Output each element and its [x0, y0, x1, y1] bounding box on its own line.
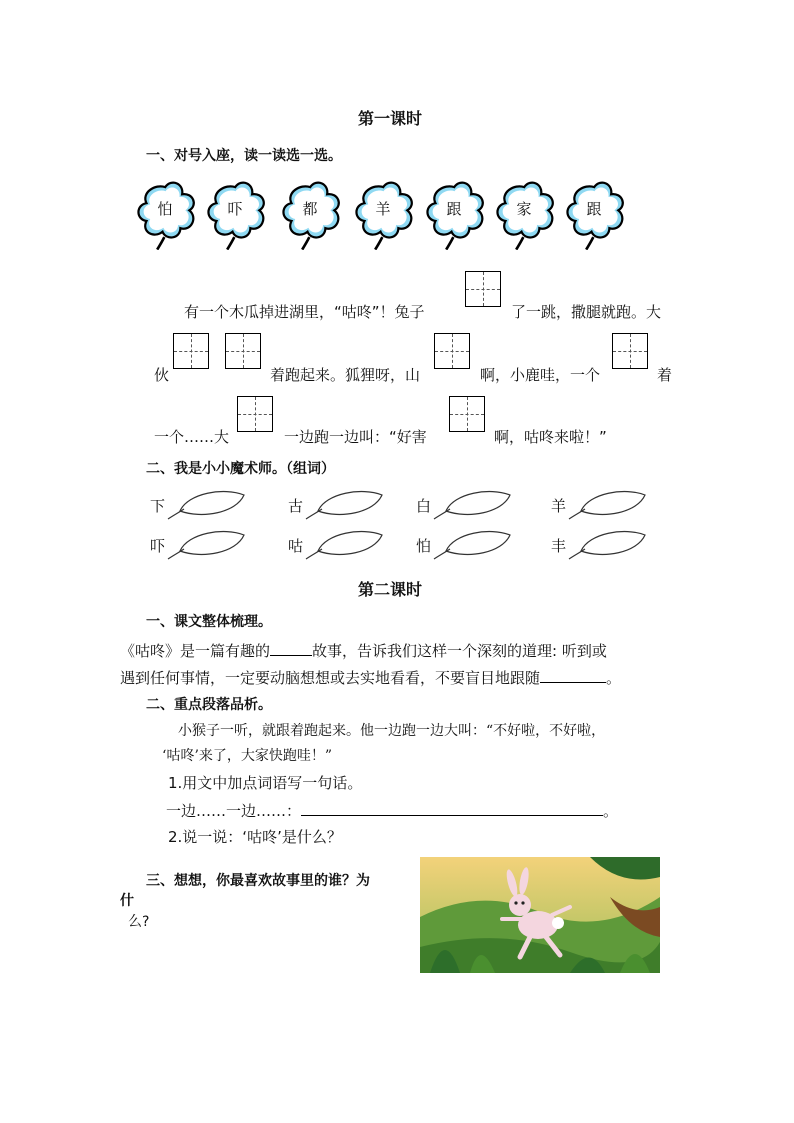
- leaf-char: 下: [150, 497, 166, 515]
- lesson1-section1-heading: 一、对号入座，读一读选一选。: [146, 148, 342, 164]
- leaf-icon: [567, 489, 649, 521]
- answer-box-3[interactable]: [225, 333, 261, 369]
- para-line2-c: 啊，小鹿哇，一个: [480, 366, 601, 384]
- lesson2-title: 第二课时: [358, 580, 423, 599]
- section3-line2: 什: [120, 893, 134, 909]
- answer-box-2[interactable]: [173, 333, 209, 369]
- leaf-icon: [304, 529, 386, 561]
- leaf-icon: [304, 489, 386, 521]
- answer-box-1[interactable]: [465, 271, 501, 307]
- leaf-icon: [432, 489, 514, 521]
- summary-part-d: 。: [606, 669, 622, 687]
- flower-char: 吓: [227, 200, 243, 218]
- summary-blank-1[interactable]: [270, 655, 312, 656]
- leaf-char: 古: [288, 497, 304, 515]
- para-line1-b: 了一跳，撒腿就跑。大: [511, 303, 662, 321]
- answer-box-7[interactable]: [449, 396, 485, 432]
- lesson2-section2-heading: 二、重点段落品析。: [146, 697, 272, 713]
- summary-part-c: 遇到任何事情，一定要动脑想想或去实地看看，不要盲目地跟随: [120, 669, 541, 687]
- leaf-char: 吓: [150, 537, 166, 555]
- quote-line2: ‘咕咚’来了，大家快跑哇！”: [162, 748, 333, 764]
- lesson1-section2-heading: 二、我是小小魔术师。（组词）: [146, 461, 335, 477]
- para-line2-b: 着跑起来。狐狸呀，山: [270, 366, 421, 384]
- flower-card[interactable]: [134, 176, 200, 250]
- question-2: 2.说一说：‘咕咚’是什么？: [168, 828, 342, 846]
- flower-card[interactable]: [423, 176, 489, 250]
- lesson1-title: 第一课时: [358, 109, 423, 128]
- para-line2-d: 着: [657, 366, 673, 384]
- question-1: 1.用文中加点词语写一句话。: [168, 774, 363, 792]
- flower-char: 怕: [157, 200, 173, 218]
- answer-box-5[interactable]: [612, 333, 648, 369]
- rabbit-illustration: [420, 857, 660, 973]
- leaf-icon: [567, 529, 649, 561]
- flower-card[interactable]: [352, 176, 418, 250]
- q1-answer-blank[interactable]: [301, 815, 603, 816]
- q1-prompt: 一边……一边……：: [166, 802, 302, 820]
- flower-char: 跟: [446, 200, 462, 218]
- flower-card[interactable]: [563, 176, 629, 250]
- flower-char: 跟: [586, 200, 602, 218]
- leaf-icon: [166, 529, 248, 561]
- summary-line1: [120, 640, 607, 661]
- section3-line1: 三、想想，你最喜欢故事里的谁？为: [146, 873, 370, 889]
- question-1-answer-line: [166, 800, 618, 821]
- quote-line1: 小猴子一听，就跟着跑起来。他一边跑一边大叫：“不好啦，不好啦，: [178, 723, 606, 739]
- leaf-char: 丰: [551, 537, 567, 555]
- leaf-char: 怕: [416, 537, 432, 555]
- para-line2-a: 伙: [154, 366, 170, 384]
- rabbit-scene-image: [420, 857, 660, 973]
- q1-end: 。: [603, 802, 619, 820]
- flower-char: 家: [516, 200, 532, 218]
- para-line1-a: 有一个木瓜掉进湖里，“咕咚”！兔子: [184, 303, 425, 321]
- flower-card[interactable]: [279, 176, 345, 250]
- summary-part-a: 《咕咚》是一篇有趣的: [120, 642, 271, 660]
- summary-part-b: 故事，告诉我们这样一个深刻的道理: 听到或: [312, 642, 607, 660]
- flower-char: 都: [302, 200, 318, 218]
- flower-char: 羊: [375, 200, 391, 218]
- lesson2-section1-heading: 一、课文整体梳理。: [146, 614, 272, 630]
- para-line3-a: 一个……大: [154, 428, 230, 446]
- leaf-char: 羊: [551, 497, 567, 515]
- answer-box-6[interactable]: [237, 396, 273, 432]
- para-line3-c: 啊，咕咚来啦！”: [494, 428, 607, 446]
- flower-card[interactable]: [204, 176, 270, 250]
- leaf-icon: [166, 489, 248, 521]
- flower-card[interactable]: [493, 176, 559, 250]
- summary-line2: [120, 667, 621, 688]
- answer-box-4[interactable]: [434, 333, 470, 369]
- summary-blank-2[interactable]: [540, 682, 606, 683]
- para-line3-b: 一边跑一边叫：“好害: [284, 428, 427, 446]
- section3-line3: 么?: [128, 914, 150, 930]
- leaf-char: 咕: [288, 537, 304, 555]
- leaf-char: 白: [416, 497, 432, 515]
- leaf-icon: [432, 529, 514, 561]
